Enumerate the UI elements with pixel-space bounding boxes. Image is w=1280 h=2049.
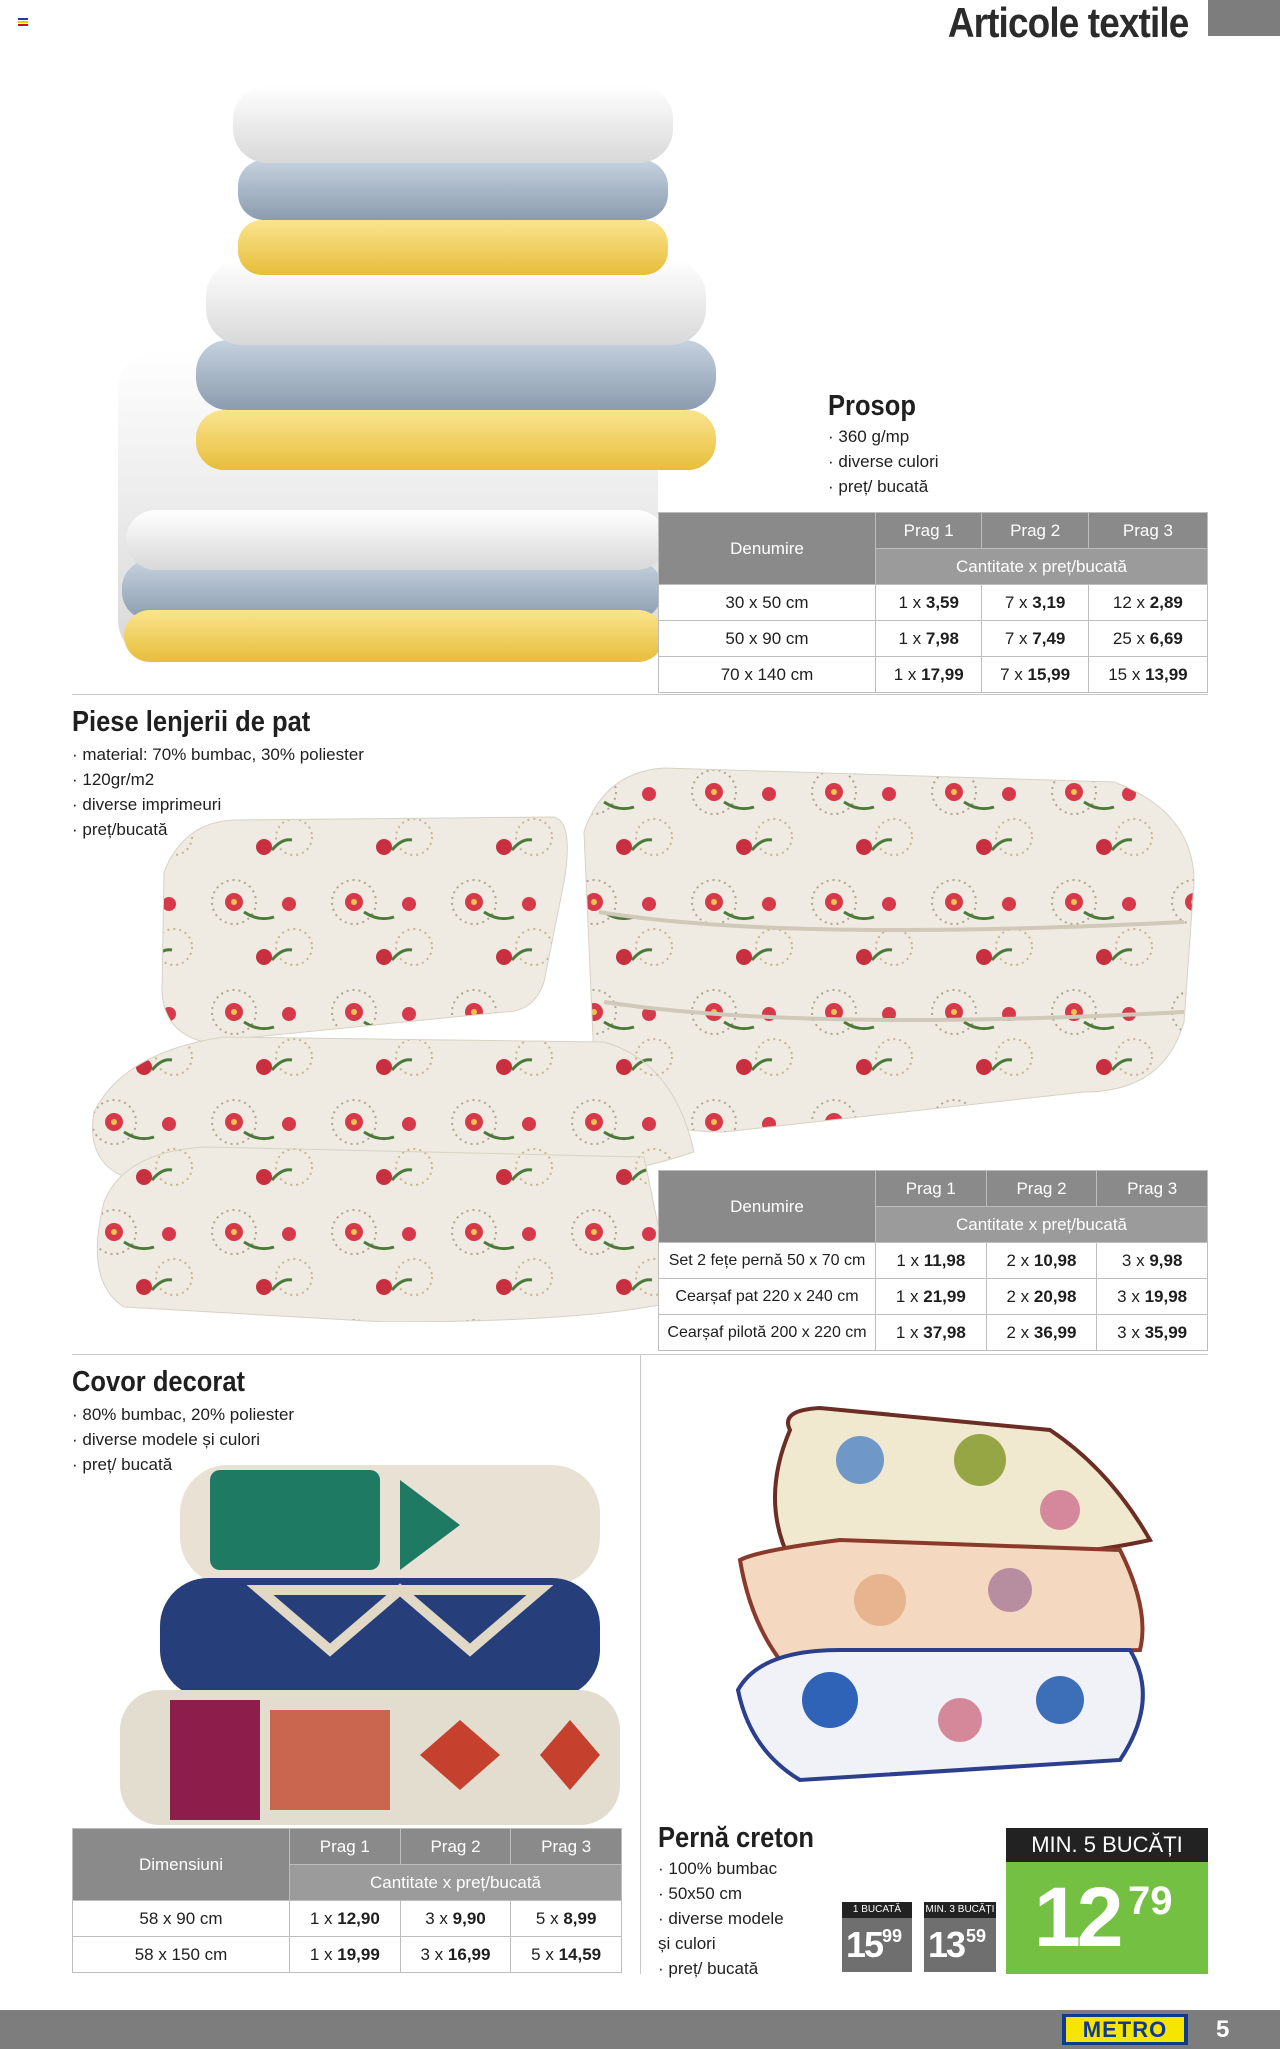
towel-bullet: · 360 g/mp xyxy=(828,427,910,446)
tier-cell: 1 x 3,59 xyxy=(876,585,982,621)
table-row xyxy=(659,1315,1208,1351)
tier-cell: 1 x 11,98 xyxy=(876,1243,987,1279)
row-label: Cearșaf pilotă 200 x 220 cm xyxy=(659,1315,876,1351)
metro-logo: METRO xyxy=(1062,2014,1188,2045)
tier-cell: 1 x 7,98 xyxy=(876,621,982,657)
rug-name: Covor decorat xyxy=(72,1366,246,1398)
towel-price-table xyxy=(658,512,1208,693)
pillow-bullet: și culori xyxy=(658,1934,716,1953)
tier-cell: 3 x 19,98 xyxy=(1097,1279,1208,1315)
row-label: 58 x 90 cm xyxy=(73,1901,290,1937)
tier-cell: 25 x 6,69 xyxy=(1088,621,1207,657)
row-label: 30 x 50 cm xyxy=(659,585,876,621)
tier-cell: 3 x 9,98 xyxy=(1097,1243,1208,1279)
pillow-bullet: · diverse modele xyxy=(658,1909,784,1928)
towel-bullet: · preț/ bucată xyxy=(828,477,929,496)
pillow-name: Pernă creton xyxy=(658,1822,815,1854)
pillow-bullets xyxy=(658,1856,784,1981)
row-label: 50 x 90 cm xyxy=(659,621,876,657)
page-title: Articole textile xyxy=(947,0,1188,46)
bedding-bullet: · diverse imprimeuri xyxy=(72,795,222,814)
tier-2-header: Prag 2 xyxy=(982,513,1088,549)
tier-cell: 3 x 35,99 xyxy=(1097,1315,1208,1351)
tier-1-header: Prag 1 xyxy=(876,513,982,549)
row-label: Set 2 fețe pernă 50 x 70 cm xyxy=(659,1243,876,1279)
table-subheader: Cantitate x preț/bucată xyxy=(876,1207,1208,1243)
table-row xyxy=(659,1279,1208,1315)
table-row xyxy=(659,1243,1208,1279)
price-1-dec: 99 xyxy=(882,1926,903,1946)
price-5-int: 12 xyxy=(1034,1870,1120,1964)
bedding-bullet: · preț/bucată xyxy=(72,820,168,839)
tier-2-header: Prag 2 xyxy=(986,1171,1097,1207)
rug-bullet: · preț/ bucată xyxy=(72,1455,173,1474)
price-3-box xyxy=(924,1918,996,1972)
rug-bullet: · diverse modele și culori xyxy=(72,1430,261,1449)
tier-cell: 2 x 20,98 xyxy=(986,1279,1097,1315)
tier-cell: 7 x 15,99 xyxy=(982,657,1088,693)
tier-2-header: Prag 2 xyxy=(400,1829,511,1865)
bedding-name: Piese lenjerii de pat xyxy=(72,706,311,738)
pillow-image xyxy=(720,1400,1160,1790)
price-5-caption: MIN. 5 BUCĂȚI xyxy=(1006,1828,1208,1862)
price-3-dec: 59 xyxy=(966,1926,987,1946)
table-header-name: Denumire xyxy=(659,1171,876,1243)
price-1-int: 15 xyxy=(846,1924,883,1965)
tier-cell: 2 x 36,99 xyxy=(986,1315,1097,1351)
price-1-caption: 1 BUCATĂ xyxy=(842,1902,912,1918)
towel-bullet: · diverse culori xyxy=(828,452,939,471)
rug-bullet: · 80% bumbac, 20% poliester xyxy=(72,1405,295,1424)
towel-name: Prosop xyxy=(828,390,916,422)
tier-3-header: Prag 3 xyxy=(511,1829,622,1865)
tier-cell: 7 x 7,49 xyxy=(982,621,1088,657)
tier-cell: 1 x 19,99 xyxy=(290,1937,401,1973)
header-bar xyxy=(1208,0,1280,36)
table-subheader: Cantitate x preț/bucată xyxy=(876,549,1208,585)
price-5-box xyxy=(1006,1862,1208,1974)
tier-cell: 1 x 12,90 xyxy=(290,1901,401,1937)
tier-cell: 3 x 9,90 xyxy=(400,1901,511,1937)
page-number: 5 xyxy=(1216,2016,1230,2043)
towel-bullets xyxy=(828,424,939,499)
column-divider xyxy=(640,1354,641,1974)
table-row xyxy=(659,621,1208,657)
row-label: 58 x 150 cm xyxy=(73,1937,290,1973)
pillow-bullet: · preț/ bucată xyxy=(658,1959,759,1978)
rug-price-table xyxy=(72,1828,622,1973)
tier-1-header: Prag 1 xyxy=(876,1171,987,1207)
tier-cell: 1 x 21,99 xyxy=(876,1279,987,1315)
price-3-caption: MIN. 3 BUCĂȚI xyxy=(924,1902,996,1918)
bedding-price-table xyxy=(658,1170,1208,1351)
tier-cell: 7 x 3,19 xyxy=(982,585,1088,621)
bedding-bullet: · material: 70% bumbac, 30% poliester xyxy=(72,745,364,764)
tier-cell: 5 x 8,99 xyxy=(511,1901,622,1937)
row-label: 70 x 140 cm xyxy=(659,657,876,693)
price-5-dec: 79 xyxy=(1128,1879,1173,1923)
tier-3-header: Prag 3 xyxy=(1088,513,1207,549)
table-subheader: Cantitate x preț/bucată xyxy=(290,1865,622,1901)
pillow-bullet: · 50x50 cm xyxy=(658,1884,743,1903)
tier-cell: 5 x 14,59 xyxy=(511,1937,622,1973)
price-3-int: 13 xyxy=(928,1924,965,1965)
tier-cell: 15 x 13,99 xyxy=(1088,657,1207,693)
tier-cell: 3 x 16,99 xyxy=(400,1937,511,1973)
tier-cell: 1 x 37,98 xyxy=(876,1315,987,1351)
bedding-bullet: · 120gr/m2 xyxy=(72,770,155,789)
rug-image xyxy=(100,1450,630,1830)
table-row xyxy=(659,657,1208,693)
table-row xyxy=(73,1937,622,1973)
price-1-box xyxy=(842,1918,912,1972)
tier-cell: 2 x 10,98 xyxy=(986,1243,1097,1279)
tier-3-header: Prag 3 xyxy=(1097,1171,1208,1207)
pillow-bullet: · 100% bumbac xyxy=(658,1859,778,1878)
table-row xyxy=(73,1901,622,1937)
table-header-name: Denumire xyxy=(659,513,876,585)
tier-cell: 12 x 2,89 xyxy=(1088,585,1207,621)
tier-cell: 1 x 17,99 xyxy=(876,657,982,693)
table-header-name: Dimensiuni xyxy=(73,1829,290,1901)
tier-1-header: Prag 1 xyxy=(290,1829,401,1865)
table-row xyxy=(659,585,1208,621)
flag-icon xyxy=(18,18,28,26)
section-divider xyxy=(72,694,1208,695)
row-label: Cearșaf pat 220 x 240 cm xyxy=(659,1279,876,1315)
